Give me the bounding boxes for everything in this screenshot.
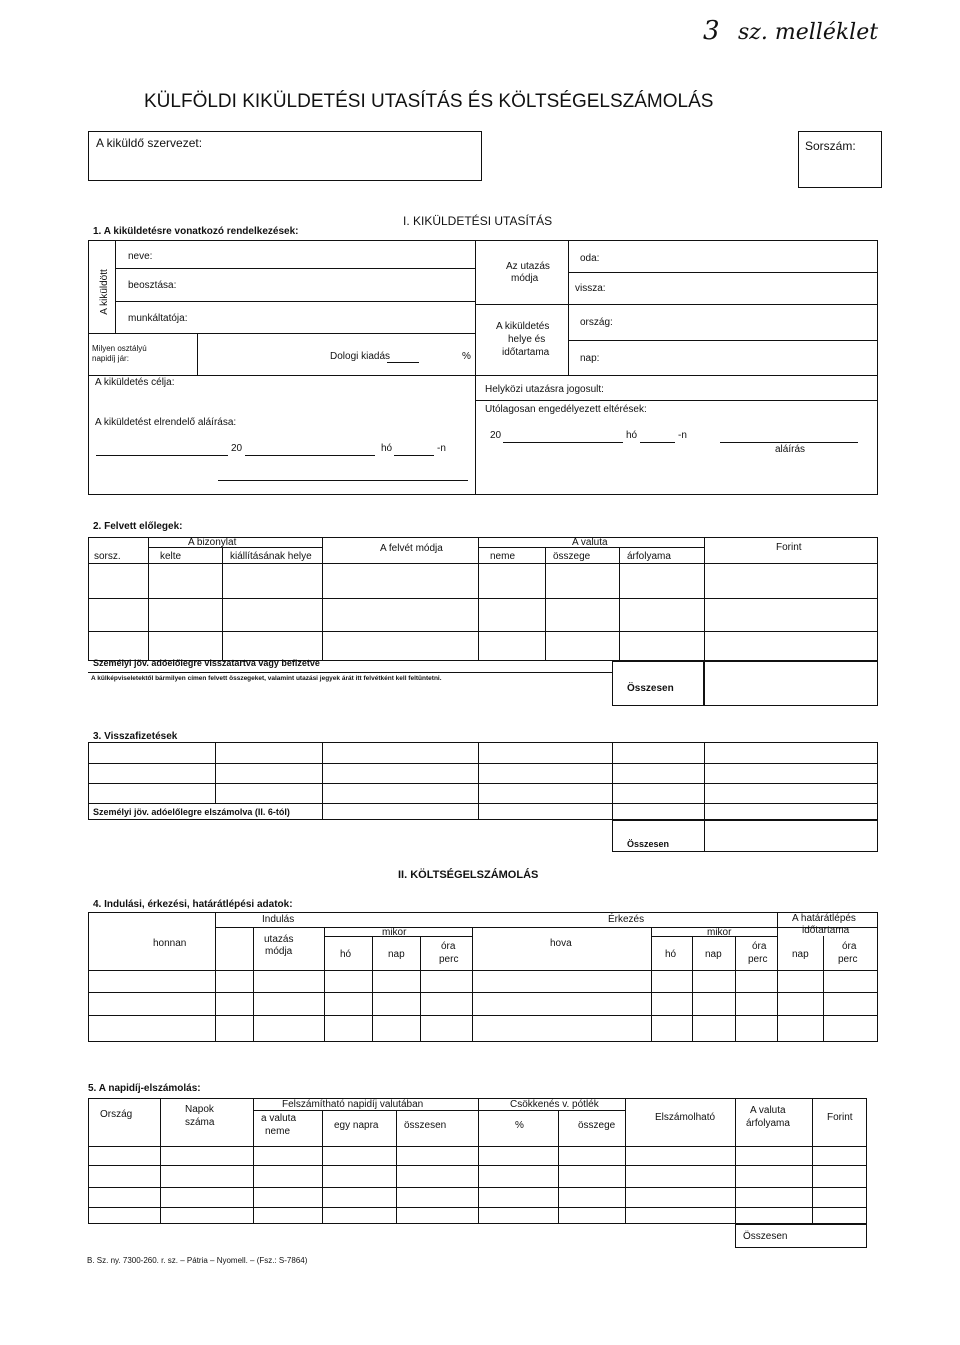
date-20-right: 20 (490, 430, 502, 441)
employer-label: munkáltatója: (128, 313, 188, 324)
day-suffix: -n (437, 443, 446, 454)
advances-total-value (704, 661, 878, 706)
annex-number: 3 (703, 16, 720, 46)
currency-kind-col: a valuta (261, 1113, 297, 1124)
departure-header: Indulás (262, 914, 295, 925)
travel-data-table (88, 912, 878, 1042)
section3-heading: 3. Visszafizetések (93, 731, 178, 742)
section4-heading: 4. Indulási, érkezési, határátlépési adatok: (93, 899, 293, 910)
advances-note: A külképviseletektől bármilyen címen felvett összegeket, valamint utazási jegyek árát itt felvétként kell feltüntetni. (91, 675, 442, 682)
purpose-label: A kiküldetés célja: (95, 377, 175, 388)
arrival-header: Érkezés (608, 914, 645, 925)
day-suffix-right: -n (678, 430, 687, 441)
there-label: oda: (580, 253, 600, 264)
day-col-arr: nap (705, 949, 722, 960)
section2-heading: 2. Felvett előlegek: (93, 521, 183, 532)
currency-header: A valuta (572, 537, 608, 548)
section1-heading: 1. A kiküldetésre vonatkozó rendelkezések: (93, 226, 299, 237)
method-col: A felvét módja (380, 543, 443, 554)
when-header-arr: mikor (707, 927, 732, 938)
amount-col: összege (553, 551, 591, 562)
material-percent: % (462, 351, 471, 362)
border-header-2: időtartama (802, 925, 850, 936)
position-label: beosztása: (128, 280, 177, 291)
name-label: neve: (128, 251, 153, 262)
border-header: A határátlépés (792, 913, 856, 924)
rate-col-5: A valuta (750, 1105, 786, 1116)
hour-col-arr: óra (752, 941, 767, 952)
section5-heading: 5. A napidíj-elszámolás: (88, 1083, 201, 1094)
settleable-col: Elszámolható (655, 1112, 716, 1123)
country-col: Ország (100, 1109, 133, 1120)
days-col-2: száma (185, 1117, 215, 1128)
to-col: hova (550, 938, 572, 949)
signature-label: aláírás (775, 444, 806, 455)
annex-note: sz. melléklet (738, 20, 879, 45)
days-label: nap: (580, 353, 600, 364)
issue-place-col: kiállításának helye (230, 551, 312, 562)
part1-heading: I. KIKÜLDETÉSI UTASÍTÁS (403, 214, 553, 228)
from-col: honnan (153, 938, 187, 949)
reduction-header: Csökkenés v. pótlék (510, 1099, 599, 1110)
currency-kind-col-2: neme (265, 1126, 291, 1137)
forint-col: Forint (776, 542, 802, 553)
hour-col-dep: óra (441, 941, 456, 952)
destination-label-2: helye és (508, 334, 546, 345)
part1-frame (88, 240, 878, 495)
local-travel-label: Helyközi utazásra jogosult: (485, 384, 604, 395)
doc-header: A bizonylat (188, 537, 237, 548)
border-day-col: nap (792, 949, 809, 960)
month-label-right: hó (626, 430, 638, 441)
destination-label-3: időtartama (502, 347, 550, 358)
per-day-col: egy napra (334, 1120, 379, 1131)
day-col-dep: nap (388, 949, 405, 960)
perdiem-total-label: Összesen (743, 1231, 788, 1242)
footer-imprint: B. Sz. ny. 7300-260. r. sz. – Pátria – Nyomell. – (Fsz.: S-7864) (87, 1256, 308, 1265)
month-col-dep: hó (340, 949, 352, 960)
month-label: hó (381, 443, 393, 454)
country-label: ország: (580, 317, 613, 328)
travel-mode-label: Az utazás (506, 261, 550, 272)
material-label: Dologi kiadás (330, 351, 391, 362)
sign-label: A kiküldetést elrendelő aláírása: (95, 417, 237, 428)
advances-total-label: Összesen (627, 683, 674, 694)
days-col: Napok (185, 1104, 214, 1115)
rate-col-5-2: árfolyama (746, 1118, 790, 1129)
deviation-label: Utólagosan engedélyezett eltérések: (485, 404, 647, 415)
total-col: összesen (404, 1120, 447, 1131)
serial-col: sorsz. (94, 551, 121, 562)
org-label: A kiküldő szervezet: (96, 136, 203, 150)
when-header-dep: mikor (382, 927, 407, 938)
kikuldott-side-label: A kiküldött (98, 269, 110, 315)
rate-col: árfolyama (627, 551, 671, 562)
minute-col-arr: perc (748, 954, 768, 965)
percent-col: % (515, 1120, 524, 1131)
kind-col: neme (490, 551, 516, 562)
perdiem-label-2: napidíj jár: (92, 354, 129, 363)
destination-label: A kiküldetés (496, 321, 550, 332)
repay-pit-label: Személyi jöv. adóelőlegre elszámolva (II. 6-tól) (93, 807, 290, 817)
part2-heading: II. KÖLTSÉGELSZÁMOLÁS (398, 869, 539, 881)
reduction-amount-col: összege (578, 1120, 616, 1131)
border-hour-col: óra (842, 941, 857, 952)
repay-total-label: Összesen (627, 839, 670, 849)
border-minute-col: perc (838, 954, 858, 965)
perdiem-label: Milyen osztályú (92, 344, 147, 353)
mode-col: utazás (264, 934, 294, 945)
pit-row-label: Személyi jöv. adóelőlegre visszatartva vagy befizetve (93, 658, 320, 668)
serial-label: Sorszám: (805, 139, 856, 153)
page-title: KÜLFÖLDI KIKÜLDETÉSI UTASÍTÁS ÉS KÖLTSÉGELSZÁMOLÁS (144, 91, 714, 112)
date-20: 20 (231, 443, 243, 454)
travel-mode-label-2: módja (511, 273, 539, 284)
back-label: vissza: (575, 283, 606, 294)
minute-col-dep: perc (439, 954, 459, 965)
date-col: kelte (160, 551, 182, 562)
chargeable-header: Felszámítható napidíj valutában (282, 1099, 424, 1110)
month-col-arr: hó (665, 949, 677, 960)
forint-col-5: Forint (827, 1112, 853, 1123)
advances-table (88, 537, 878, 661)
mode-col-2: módja (265, 946, 293, 957)
